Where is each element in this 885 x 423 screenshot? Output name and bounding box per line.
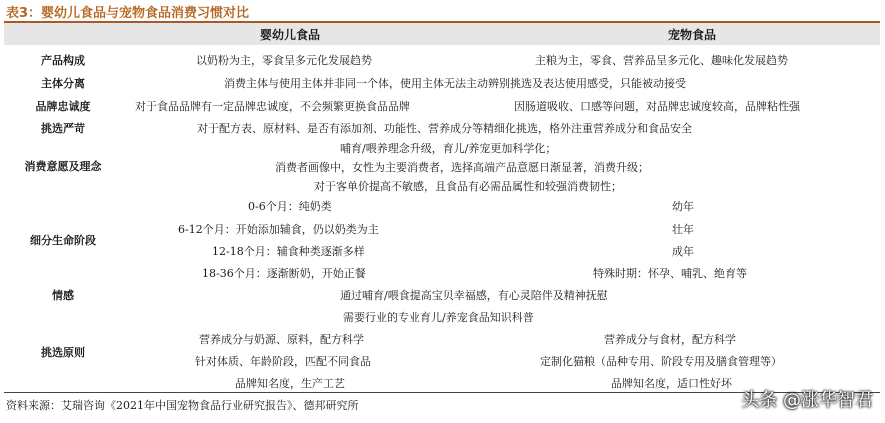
row-label-strict: 挑选严苛	[41, 122, 85, 135]
stage-infant-4: 18-36个月：逐渐断奶，开始正餐	[202, 267, 366, 280]
header-pet: 宠物食品	[668, 28, 717, 42]
stage-infant-1: 0-6个月：纯奶类	[248, 200, 332, 213]
stage-pet-4: 特殊时期：怀孕、哺乳、绝育等	[593, 267, 747, 280]
strict-shared: 对于配方表、原材料、是否有添加剂、功能性、营养成分等精细化挑选，格外注重营养成分和食品安全	[197, 122, 692, 135]
principle-pet-2: 定制化猫粮（品种专用、阶段专用及膳食管理等）	[540, 355, 782, 368]
stage-pet-1: 幼年	[672, 200, 694, 213]
subject-shared: 消费主体与使用主体并非同一个体，使用主体无法主动辨别挑选及表达使用感受，只能被动接受	[224, 77, 686, 90]
loyalty-infant: 对于食品品牌有一定品牌忠诚度，不会频繁更换食品品牌	[135, 100, 410, 113]
header-infant: 婴幼儿食品	[260, 28, 321, 42]
product-pet: 主粮为主，零食、营养品呈多元化、趣味化发展趋势	[535, 54, 788, 67]
stage-infant-2: 6-12个月：开始添加辅食，仍以奶类为主	[178, 223, 379, 236]
table-header-row	[4, 23, 880, 45]
intent-line-2: 消费者画像中，女性为主要消费者，选择高端产品意愿日渐显著，消费升级；	[275, 161, 649, 174]
loyalty-pet: 因肠道吸收、口感等问题，对品牌忠诚度较高，品牌粘性强	[514, 100, 800, 113]
row-label-emotion: 情感	[52, 289, 74, 302]
principle-infant-3: 品牌知名度，生产工艺	[235, 377, 345, 390]
row-label-loyalty: 品牌忠诚度	[35, 100, 91, 113]
principle-pet-1: 营养成分与食材，配方科学	[604, 333, 736, 346]
emotion-shared: 通过哺育/喂食提高宝贝幸福感，有心灵陪伴及精神抚慰	[340, 289, 608, 302]
intent-line-1: 哺育/喂养理念升级，育儿/养宠更加科学化；	[340, 142, 557, 155]
principle-infant-1: 营养成分与奶源、原料，配方科学	[199, 333, 364, 346]
stage-pet-3: 成年	[672, 245, 694, 258]
stage-pet-2: 壮年	[672, 223, 694, 236]
source-note: 资料来源：艾瑞咨询《2021年中国宠物食品行业研究报告》、德邦研究所	[6, 399, 359, 412]
product-infant: 以奶粉为主，零食呈多元化发展趋势	[196, 54, 372, 67]
principle-infant-2: 针对体质、年龄阶段，匹配不同食品	[195, 355, 371, 368]
stage-infant-3: 12-18个月：辅食种类逐渐多样	[212, 245, 365, 258]
watermark: 头条 @涨华智君	[741, 390, 873, 411]
intent-line-3: 对于客单价提高不敏感，且食品有必需品属性和较强消费韧性；	[314, 180, 622, 193]
row-label-product: 产品构成	[41, 54, 85, 67]
row-label-stages: 细分生命阶段	[30, 234, 96, 247]
principle-pet-3: 品牌知名度，适口性好坏	[611, 377, 732, 390]
table-title: 表3：婴幼儿食品与宠物食品消费习惯对比	[6, 6, 250, 21]
row-label-intent: 消费意愿及理念	[24, 160, 102, 173]
row-label-principle: 挑选原则	[41, 346, 85, 359]
row-label-subject: 主体分离	[41, 77, 85, 90]
principle-shared: 需要行业的专业育儿/养宠食品知识科普	[343, 311, 534, 324]
